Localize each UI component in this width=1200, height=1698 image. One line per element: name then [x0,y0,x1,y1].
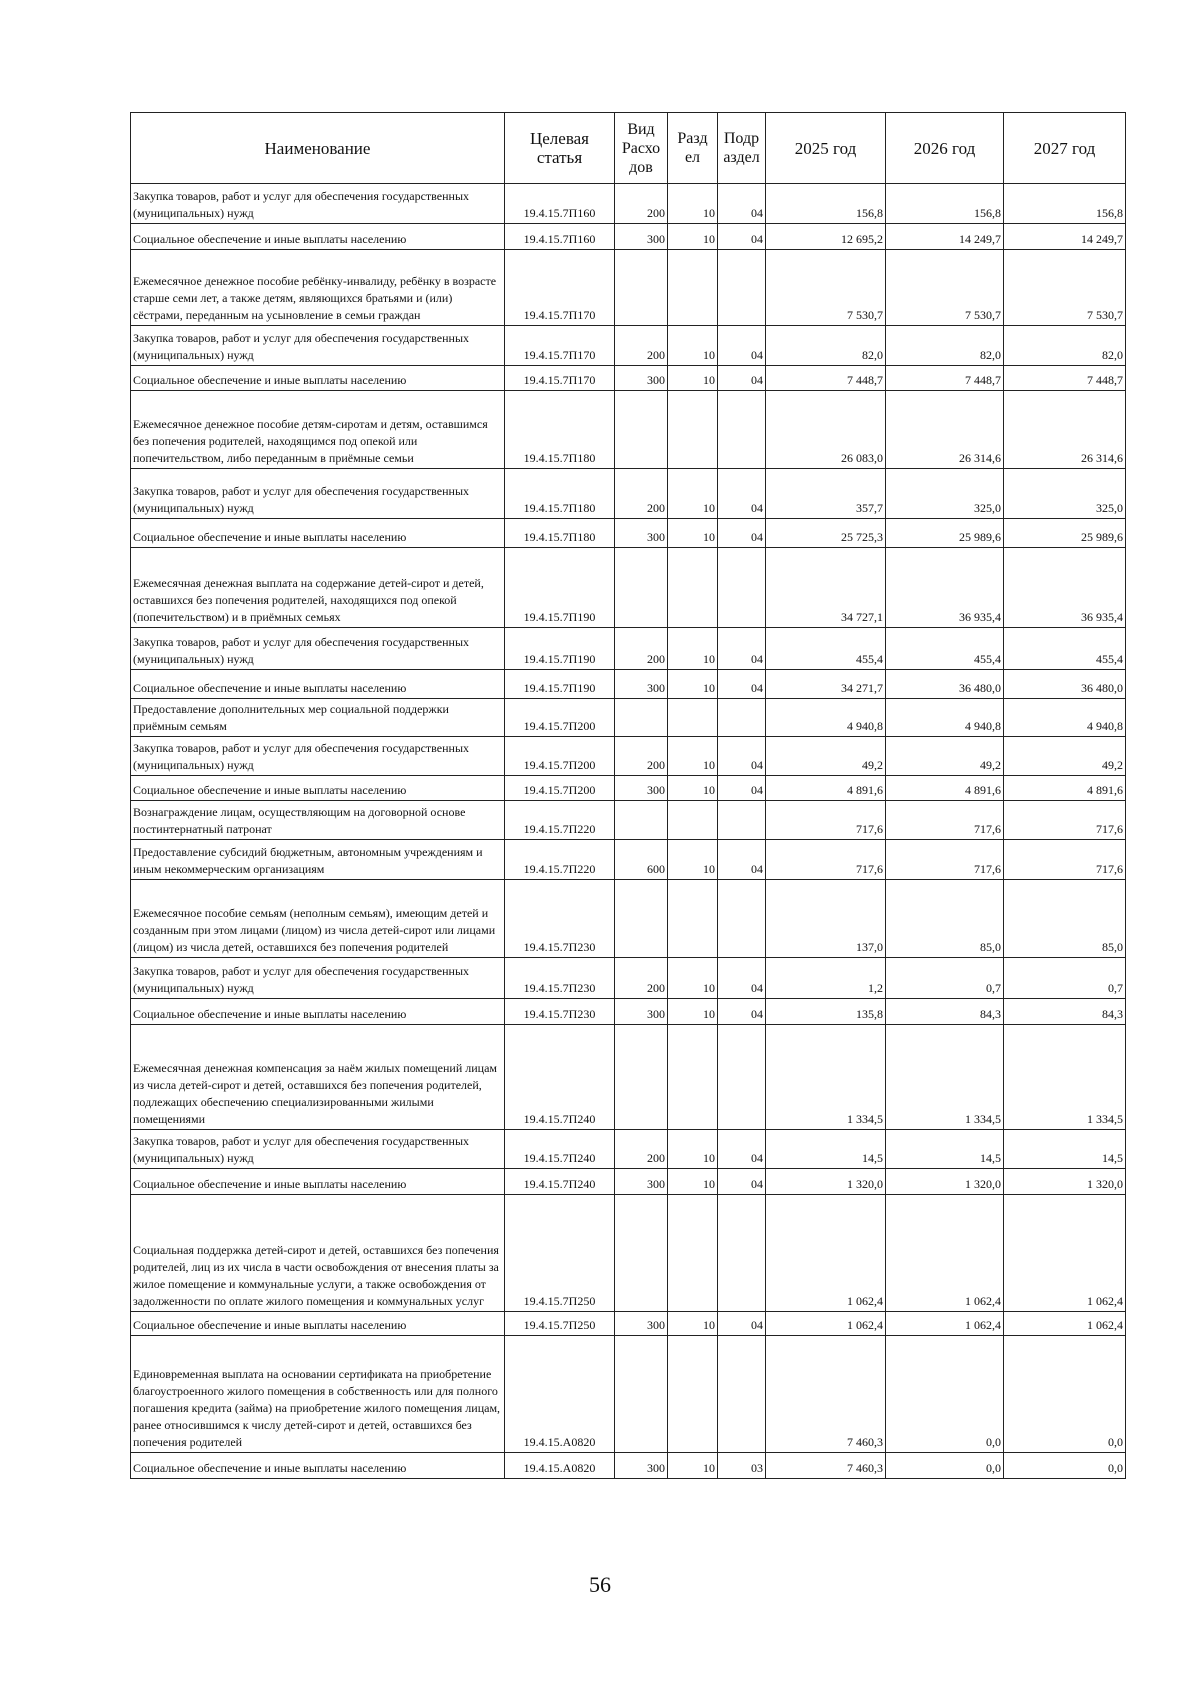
cell-2026: 14 249,7 [886,224,1004,250]
table-row [131,670,1126,699]
cell-2025: 26 083,0 [766,391,886,469]
cell-target: 19.4.15.7П190 [505,548,615,628]
cell-name: Закупка товаров, работ и услуг для обеспечения государственных (муниципальных) нужд [131,326,505,366]
cell-2025: 7 530,7 [766,250,886,326]
cell-section [668,548,718,628]
table-row [131,469,1126,519]
cell-section: 10 [668,1169,718,1195]
cell-target: 19.4.15.7П160 [505,224,615,250]
page-number: 56 [589,1572,611,1597]
cell-2026: 1 320,0 [886,1169,1004,1195]
cell-subsection: 04 [718,958,766,999]
cell-type [615,548,668,628]
cell-type: 300 [615,776,668,801]
header-2025: 2025 год [766,113,886,184]
cell-2025: 7 460,3 [766,1336,886,1453]
cell-2027: 0,7 [1004,958,1126,999]
table-row [131,1025,1126,1130]
cell-section: 10 [668,776,718,801]
cell-type: 300 [615,1453,668,1479]
cell-2025: 12 695,2 [766,224,886,250]
cell-subsection [718,801,766,840]
cell-subsection: 04 [718,326,766,366]
cell-name: Закупка товаров, работ и услуг для обеспечения государственных (муниципальных) нужд [131,469,505,519]
cell-type [615,250,668,326]
cell-2027: 14 249,7 [1004,224,1126,250]
cell-type [615,391,668,469]
cell-type: 300 [615,1312,668,1336]
cell-target: 19.4.15.7П160 [505,184,615,224]
cell-section: 10 [668,628,718,670]
cell-target: 19.4.15.7П180 [505,519,615,548]
cell-name: Социальное обеспечение и иные выплаты населению [131,519,505,548]
cell-2025: 34 727,1 [766,548,886,628]
cell-type [615,1025,668,1130]
cell-2025: 14,5 [766,1130,886,1169]
cell-section: 10 [668,184,718,224]
cell-section: 10 [668,1453,718,1479]
cell-target: 19.4.15.7П230 [505,999,615,1025]
cell-section [668,1336,718,1453]
cell-subsection: 04 [718,776,766,801]
table-row [131,958,1126,999]
cell-type [615,1195,668,1312]
cell-2026: 717,6 [886,840,1004,880]
cell-2026: 36 480,0 [886,670,1004,699]
cell-section [668,391,718,469]
cell-2026: 26 314,6 [886,391,1004,469]
cell-2025: 4 940,8 [766,699,886,737]
table-row [131,776,1126,801]
table-row [131,737,1126,776]
cell-2027: 325,0 [1004,469,1126,519]
cell-name: Закупка товаров, работ и услуг для обеспечения государственных (муниципальных) нужд [131,184,505,224]
cell-section [668,250,718,326]
table-row [131,880,1126,958]
cell-2027: 1 062,4 [1004,1312,1126,1336]
cell-type [615,1336,668,1453]
header-subsection: Подр аздел [718,113,766,184]
table-row [131,999,1126,1025]
cell-target: 19.4.15.7П230 [505,880,615,958]
cell-subsection: 04 [718,670,766,699]
cell-section: 10 [668,670,718,699]
cell-subsection [718,1336,766,1453]
cell-subsection [718,250,766,326]
cell-section: 10 [668,326,718,366]
header-2026: 2026 год [886,113,1004,184]
cell-target: 19.4.15.7П240 [505,1169,615,1195]
cell-2027: 7 448,7 [1004,366,1126,391]
cell-2026: 4 891,6 [886,776,1004,801]
cell-2027: 0,0 [1004,1453,1126,1479]
cell-2026: 25 989,6 [886,519,1004,548]
cell-2026: 1 062,4 [886,1312,1004,1336]
cell-2027: 717,6 [1004,840,1126,880]
cell-target: 19.4.15.7П200 [505,737,615,776]
cell-target: 19.4.15.7П190 [505,670,615,699]
cell-2027: 717,6 [1004,801,1126,840]
cell-2026: 82,0 [886,326,1004,366]
cell-type: 200 [615,184,668,224]
cell-type: 300 [615,1169,668,1195]
cell-2026: 84,3 [886,999,1004,1025]
cell-2026: 717,6 [886,801,1004,840]
table-row [131,1336,1126,1453]
cell-2027: 84,3 [1004,999,1126,1025]
cell-subsection: 04 [718,366,766,391]
cell-section [668,801,718,840]
cell-target: 19.4.15.7П250 [505,1195,615,1312]
cell-section [668,880,718,958]
cell-2027: 25 989,6 [1004,519,1126,548]
table-row [131,326,1126,366]
cell-type: 200 [615,737,668,776]
cell-2027: 1 334,5 [1004,1025,1126,1130]
cell-name: Ежемесячная денежная выплата на содержание детей-сирот и детей, оставшихся без попечения родителей, находящихся под опекой (попечительством) и в приёмных семьях [131,548,505,628]
cell-2025: 137,0 [766,880,886,958]
table-row [131,224,1126,250]
cell-type: 300 [615,670,668,699]
budget-table [130,112,1126,1479]
table-row [131,801,1126,840]
cell-2025: 156,8 [766,184,886,224]
cell-name: Предоставление дополнительных мер социальной поддержки приёмным семьям [131,699,505,737]
cell-name: Социальная поддержка детей-сирот и детей, оставшихся без попечения родителей, лиц из их числа в части освобождения от внесения платы за жилое помещение и коммунальные услуги, а также освобождения от задолженности по оплате жилого помещения и коммунальных услуг [131,1195,505,1312]
cell-subsection: 04 [718,469,766,519]
cell-name: Социальное обеспечение и иные выплаты населению [131,224,505,250]
cell-subsection [718,548,766,628]
cell-2025: 7 448,7 [766,366,886,391]
cell-subsection [718,880,766,958]
cell-2025: 1,2 [766,958,886,999]
cell-name: Ежемесячная денежная компенсация за наём жилых помещений лицам из числа детей-сирот и детей, оставшихся без попечения родителей, подлежащих обеспечению специализированными жилыми помещениями [131,1025,505,1130]
cell-2025: 1 320,0 [766,1169,886,1195]
cell-2027: 49,2 [1004,737,1126,776]
header-name: Наименование [131,113,505,184]
cell-target: 19.4.15.7П200 [505,776,615,801]
header-type: Вид Расхо дов [615,113,668,184]
cell-name: Закупка товаров, работ и услуг для обеспечения государственных (муниципальных) нужд [131,628,505,670]
table-row [131,840,1126,880]
cell-2027: 156,8 [1004,184,1126,224]
cell-2025: 34 271,7 [766,670,886,699]
cell-section: 10 [668,840,718,880]
table-row [131,1169,1126,1195]
header-target: Целевая статья [505,113,615,184]
cell-2026: 0,7 [886,958,1004,999]
cell-section: 10 [668,958,718,999]
cell-subsection: 04 [718,519,766,548]
cell-2025: 82,0 [766,326,886,366]
cell-2027: 1 062,4 [1004,1195,1126,1312]
cell-target: 19.4.15.А0820 [505,1453,615,1479]
cell-2026: 156,8 [886,184,1004,224]
cell-name: Социальное обеспечение и иные выплаты населению [131,1169,505,1195]
cell-target: 19.4.15.7П250 [505,1312,615,1336]
cell-type: 200 [615,628,668,670]
cell-2027: 26 314,6 [1004,391,1126,469]
cell-section [668,1195,718,1312]
cell-section: 10 [668,1130,718,1169]
cell-type: 300 [615,224,668,250]
table-header-row [131,113,1126,184]
cell-target: 19.4.15.7П200 [505,699,615,737]
cell-type: 300 [615,999,668,1025]
cell-2027: 14,5 [1004,1130,1126,1169]
cell-2027: 36 935,4 [1004,548,1126,628]
cell-2025: 4 891,6 [766,776,886,801]
cell-2026: 455,4 [886,628,1004,670]
cell-2026: 7 530,7 [886,250,1004,326]
cell-target: 19.4.15.7П170 [505,250,615,326]
header-2027: 2027 год [1004,113,1126,184]
cell-subsection: 04 [718,840,766,880]
table-row [131,548,1126,628]
cell-2025: 717,6 [766,840,886,880]
cell-2025: 49,2 [766,737,886,776]
cell-subsection: 04 [718,1169,766,1195]
cell-2025: 357,7 [766,469,886,519]
cell-name: Социальное обеспечение и иные выплаты населению [131,670,505,699]
cell-section: 10 [668,366,718,391]
cell-target: 19.4.15.7П240 [505,1025,615,1130]
budget-sheet [130,112,1125,1479]
cell-2026: 14,5 [886,1130,1004,1169]
cell-2026: 0,0 [886,1336,1004,1453]
cell-2027: 1 320,0 [1004,1169,1126,1195]
cell-type: 600 [615,840,668,880]
cell-2025: 1 062,4 [766,1312,886,1336]
cell-2026: 4 940,8 [886,699,1004,737]
cell-subsection [718,1025,766,1130]
cell-target: 19.4.15.7П190 [505,628,615,670]
cell-name: Закупка товаров, работ и услуг для обеспечения государственных (муниципальных) нужд [131,1130,505,1169]
cell-section [668,1025,718,1130]
cell-subsection: 04 [718,737,766,776]
cell-2027: 4 940,8 [1004,699,1126,737]
cell-type: 300 [615,366,668,391]
cell-2025: 1 334,5 [766,1025,886,1130]
cell-name: Ежемесячное денежное пособие детям-сиротам и детям, оставшимся без попечения родителей, находящимся под опекой или попечительством, либо переданным в приёмные семьи [131,391,505,469]
cell-subsection: 04 [718,1312,766,1336]
cell-subsection [718,391,766,469]
cell-name: Ежемесячное пособие семьям (неполным семьям), имеющим детей и созданным при этом лицами (лицом) из числа детей-сирот или лицами (лицом) из числа детей, оставшихся без попечения родителей [131,880,505,958]
cell-subsection: 04 [718,628,766,670]
cell-2027: 36 480,0 [1004,670,1126,699]
cell-section: 10 [668,1312,718,1336]
cell-2027: 85,0 [1004,880,1126,958]
cell-name: Социальное обеспечение и иные выплаты населению [131,1312,505,1336]
table-row [131,1312,1126,1336]
cell-section: 10 [668,519,718,548]
cell-type [615,801,668,840]
table-row [131,1195,1126,1312]
table-row [131,628,1126,670]
table-row [131,391,1126,469]
cell-name: Единовременная выплата на основании сертификата на приобретение благоустроенного жилого помещения в собственность или для полного погашения кредита (займа) на приобретение жилого помещения лицам, ранее относившимся к числу детей-сирот и детей, оставшихся без попечения родителей [131,1336,505,1453]
cell-type [615,880,668,958]
cell-name: Социальное обеспечение и иные выплаты населению [131,366,505,391]
table-row [131,184,1126,224]
cell-subsection: 04 [718,999,766,1025]
table-row [131,1453,1126,1479]
table-row [131,699,1126,737]
table-row [131,519,1126,548]
cell-name: Вознаграждение лицам, осуществляющим на договорной основе постинтернатный патронат [131,801,505,840]
cell-2027: 7 530,7 [1004,250,1126,326]
cell-type [615,699,668,737]
cell-target: 19.4.15.А0820 [505,1336,615,1453]
cell-type: 200 [615,958,668,999]
cell-2025: 7 460,3 [766,1453,886,1479]
cell-subsection: 04 [718,224,766,250]
cell-2026: 49,2 [886,737,1004,776]
cell-target: 19.4.15.7П180 [505,391,615,469]
cell-type: 200 [615,469,668,519]
cell-name: Социальное обеспечение и иные выплаты населению [131,776,505,801]
cell-type: 200 [615,326,668,366]
cell-target: 19.4.15.7П170 [505,366,615,391]
cell-target: 19.4.15.7П240 [505,1130,615,1169]
cell-2027: 0,0 [1004,1336,1126,1453]
cell-name: Закупка товаров, работ и услуг для обеспечения государственных (муниципальных) нужд [131,958,505,999]
cell-2026: 85,0 [886,880,1004,958]
cell-2026: 7 448,7 [886,366,1004,391]
cell-subsection [718,1195,766,1312]
cell-section: 10 [668,737,718,776]
cell-name: Социальное обеспечение и иные выплаты населению [131,1453,505,1479]
cell-2027: 82,0 [1004,326,1126,366]
cell-2026: 1 062,4 [886,1195,1004,1312]
cell-name: Ежемесячное денежное пособие ребёнку-инвалиду, ребёнку в возрасте старше семи лет, а также детям, являющихся братьями и (или) сёстрами, переданным на усыновление в семьи граждан [131,250,505,326]
cell-subsection: 04 [718,1130,766,1169]
table-row [131,1130,1126,1169]
cell-2027: 4 891,6 [1004,776,1126,801]
cell-name: Предоставление субсидий бюджетным, автономным учреждениям и иным некоммерческим организациям [131,840,505,880]
header-section: Разд ел [668,113,718,184]
cell-subsection [718,699,766,737]
cell-2025: 25 725,3 [766,519,886,548]
cell-subsection: 04 [718,184,766,224]
cell-target: 19.4.15.7П230 [505,958,615,999]
table-row [131,366,1126,391]
cell-2025: 455,4 [766,628,886,670]
cell-2026: 0,0 [886,1453,1004,1479]
table-row [131,250,1126,326]
cell-2025: 1 062,4 [766,1195,886,1312]
cell-2026: 1 334,5 [886,1025,1004,1130]
cell-name: Закупка товаров, работ и услуг для обеспечения государственных (муниципальных) нужд [131,737,505,776]
cell-section: 10 [668,469,718,519]
cell-target: 19.4.15.7П180 [505,469,615,519]
cell-2026: 36 935,4 [886,548,1004,628]
cell-name: Социальное обеспечение и иные выплаты населению [131,999,505,1025]
cell-section [668,699,718,737]
cell-2027: 455,4 [1004,628,1126,670]
cell-type: 200 [615,1130,668,1169]
cell-section: 10 [668,999,718,1025]
cell-type: 300 [615,519,668,548]
cell-target: 19.4.15.7П220 [505,840,615,880]
cell-2025: 135,8 [766,999,886,1025]
table-body [131,184,1126,1479]
cell-target: 19.4.15.7П220 [505,801,615,840]
cell-2026: 325,0 [886,469,1004,519]
cell-2025: 717,6 [766,801,886,840]
cell-target: 19.4.15.7П170 [505,326,615,366]
cell-section: 10 [668,224,718,250]
cell-subsection: 03 [718,1453,766,1479]
